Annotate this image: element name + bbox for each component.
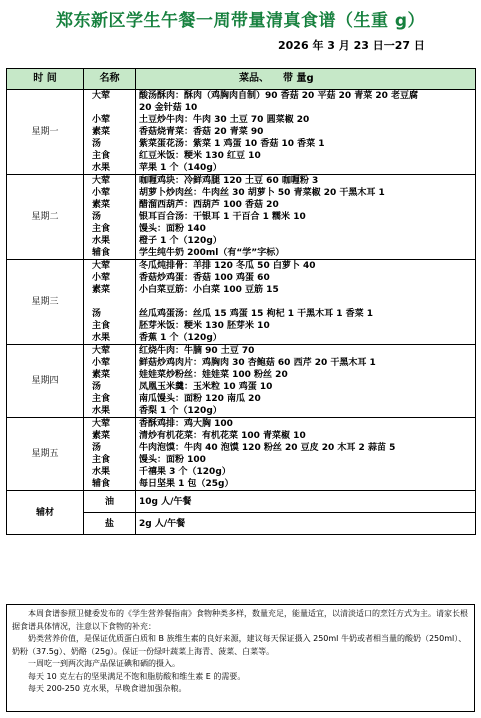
salt-label: 盐	[84, 513, 136, 535]
category-cell	[92, 102, 132, 114]
category-list	[84, 175, 136, 260]
category-list	[84, 90, 136, 175]
dish-item: 银耳百合汤：干银耳 1 干百合 1 糯米 10	[139, 212, 306, 222]
category-list	[84, 260, 136, 345]
category-cell: 汤	[92, 309, 102, 319]
note-paragraph: 奶类营养价值，是保证优质蛋白质和 B 族维生素的良好来源，建议每天保证摄入 250ml 牛奶或者相当量的酸奶（250ml）、奶粉（37.5g）、奶酪（25g）。保证一份绿叶蔬菜上海青、菠菜、白菜等。	[12, 634, 467, 656]
day-row-tuesday	[7, 175, 476, 260]
dish-item: 苹果 1 个（140g）	[139, 163, 222, 173]
dish-item: 娃娃菜炒粉丝：娃娃菜 100 粉丝 20	[139, 370, 288, 380]
category-cell: 大荤	[92, 91, 111, 101]
seasoning-oil-row	[7, 491, 476, 513]
menu-table	[6, 68, 476, 535]
category-cell: 主食	[92, 151, 111, 161]
note-paragraph: 每天 10 克左右的坚果满足不饱和脂肪酸和维生素 E 的需要。	[28, 671, 246, 681]
dish-item: 香酥鸡排：鸡大胸 100	[139, 419, 233, 429]
oil-label: 油	[84, 491, 136, 513]
category-cell: 主食	[92, 394, 111, 404]
note-paragraph: 每天 200-250 克水果，早晚食谱加强杂粮。	[28, 684, 187, 693]
dish-item: 鲜菇炒鸡肉片：鸡胸肉 30 杏鲍菇 60 西芹 20 干黑木耳 1	[139, 358, 376, 368]
note-paragraph: 一周吃一到两次海产品保证碘和硒的摄入。	[28, 659, 180, 668]
day-label: 星期五	[7, 418, 84, 491]
category-cell: 素菜	[92, 127, 111, 137]
day-row-monday	[7, 90, 476, 175]
dish-item: 凤凰玉米羹：玉米粒 10 鸡蛋 10	[139, 382, 273, 392]
dish-list	[136, 175, 476, 260]
category-cell: 大荤	[92, 346, 111, 356]
header-dish-label: 菜品、	[239, 73, 269, 84]
dish-item: 每日坚果 1 包（25g）	[139, 479, 234, 489]
dish-item: 冬瓜炖排骨：羊排 120 冬瓜 50 白萝卜 40	[139, 261, 316, 271]
dish-item: 20 金针菇 10	[139, 103, 198, 113]
dish-list	[136, 260, 476, 345]
day-label: 星期一	[7, 90, 84, 175]
table-header-row	[7, 69, 476, 90]
category-cell: 小荤	[92, 188, 111, 198]
note-paragraph: 本周食谱参照卫健委发布的《学生营养餐指南》食物种类多样，数量充足，能量适宜，以清淡适口的烹饪方式为主。请家长根据食谱具体情况，注意以下食物的补充：	[12, 609, 468, 631]
dish-item: 咖喱鸡块：冷鲜鸡腿 120 土豆 60 咖喱粉 3	[139, 176, 319, 186]
dish-item: 红豆米饭：粳米 130 红豆 10	[139, 151, 261, 161]
category-cell: 水果	[92, 236, 111, 246]
day-label: 星期三	[7, 260, 84, 345]
salt-value: 2g 人/午餐	[136, 513, 476, 535]
header-time: 时 间	[7, 69, 84, 90]
dish-item	[139, 296, 472, 308]
dish-item: 丝瓜鸡蛋汤：丝瓜 15 鸡蛋 15 枸杞 1 干黑木耳 1 香菜 1	[139, 309, 374, 319]
dish-item: 香菇烧青菜：香菇 20 青菜 90	[139, 127, 264, 137]
dish-list	[136, 90, 476, 175]
category-cell: 素菜	[92, 431, 111, 441]
category-cell: 小荤	[92, 273, 111, 283]
dish-item: 香蕉 1 个（120g）	[139, 333, 222, 343]
dish-item: 胚芽米饭：粳米 130 胚芽米 10	[139, 321, 270, 331]
category-cell: 素菜	[92, 370, 111, 380]
dish-list	[136, 418, 476, 491]
dish-item: 橙子 1 个（120g）	[139, 236, 222, 246]
dish-item: 香梨 1 个（120g）	[139, 406, 222, 416]
category-cell: 辅食	[92, 248, 111, 258]
dish-item: 学生纯牛奶 200ml（有“学”字标）	[139, 248, 285, 258]
category-cell: 汤	[92, 382, 102, 392]
day-row-wednesday	[7, 260, 476, 345]
dish-item: 千禧果 3 个（120g）	[139, 467, 231, 477]
dish-item: 牛肉泡馍：牛肉 40 泡馍 120 粉丝 20 豆皮 20 木耳 2 蒜苗 5	[139, 443, 396, 453]
dish-item: 红烧牛肉：牛腩 90 土豆 70	[139, 346, 255, 356]
category-cell: 主食	[92, 224, 111, 234]
category-cell: 汤	[92, 212, 102, 222]
category-cell: 主食	[92, 321, 111, 331]
header-category: 名称	[84, 69, 136, 90]
category-cell: 汤	[92, 139, 102, 149]
dish-item: 胡萝卜炒肉丝：牛肉丝 30 胡萝卜 50 青菜椒 20 干黑木耳 1	[139, 188, 385, 198]
date-range: 2026 年 3 月 23 日一27 日	[278, 39, 425, 52]
dish-item: 酸汤酥肉：酥肉（鸡胸肉自制）90 香菇 20 平菇 20 青菜 20 老豆腐	[139, 91, 419, 101]
category-cell: 素菜	[92, 285, 111, 295]
dish-item: 南瓜馒头：面粉 120 南瓜 20	[139, 394, 261, 404]
dish-list	[136, 345, 476, 418]
page-title: 郑东新区学生午餐一周带量清真食谱（生重 g）	[55, 11, 426, 31]
seasoning-label: 辅材	[7, 491, 84, 535]
oil-value: 10g 人/午餐	[136, 491, 476, 513]
category-cell: 大荤	[92, 176, 111, 186]
category-cell: 水果	[92, 406, 111, 416]
category-cell: 主食	[92, 455, 111, 465]
dish-item: 清炒有机花菜：有机花菜 100 青菜椒 10	[139, 431, 306, 441]
dish-item: 醋溜西葫芦：西葫芦 100 香菇 20	[139, 200, 279, 210]
day-label: 星期二	[7, 175, 84, 260]
dish-item: 香菇炒鸡蛋：香菇 100 鸡蛋 60	[139, 273, 270, 283]
dish-item: 馒头：面粉 100	[139, 455, 206, 465]
category-cell	[92, 296, 132, 308]
category-cell: 水果	[92, 467, 111, 477]
dish-item: 紫菜蛋花汤：紫菜 1 鸡蛋 10 香菇 10 香菜 1	[139, 139, 325, 149]
category-list	[84, 345, 136, 418]
day-label: 星期四	[7, 345, 84, 418]
header-dish	[136, 69, 476, 90]
category-cell: 汤	[92, 443, 102, 453]
day-row-thursday	[7, 345, 476, 418]
category-cell: 小荤	[92, 115, 111, 125]
category-cell: 水果	[92, 163, 111, 173]
dish-item: 小白菜豆筋：小白菜 100 豆筋 15	[139, 285, 279, 295]
category-cell: 素菜	[92, 200, 111, 210]
category-cell: 大荤	[92, 261, 111, 271]
category-cell: 水果	[92, 333, 111, 343]
header-amount-label: 带 量g	[283, 73, 314, 84]
category-cell: 辅食	[92, 479, 111, 489]
day-row-friday	[7, 418, 476, 491]
dish-item: 土豆炒牛肉：牛肉 30 土豆 70 圆菜椒 20	[139, 115, 310, 125]
nutrition-notes	[6, 604, 475, 712]
category-cell: 小荤	[92, 358, 111, 368]
category-list	[84, 418, 136, 491]
category-cell: 大荤	[92, 419, 111, 429]
dish-item: 馒头：面粉 140	[139, 224, 206, 234]
